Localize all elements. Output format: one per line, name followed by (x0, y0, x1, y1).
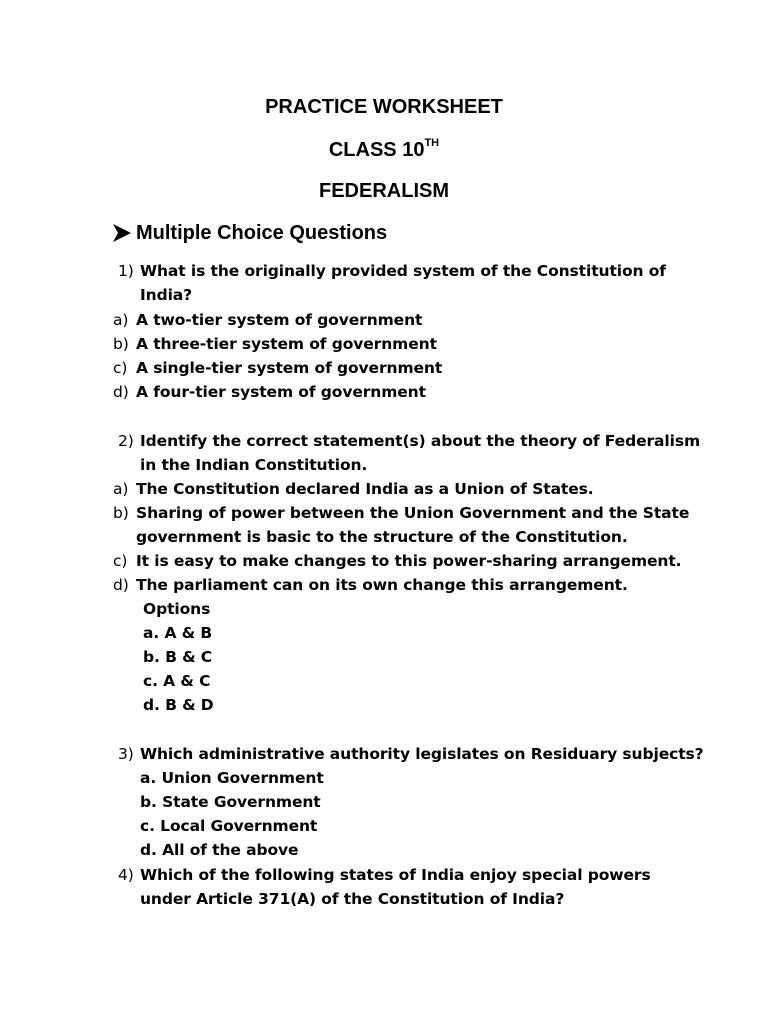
question-number: 1) (118, 262, 134, 280)
option-text: Sharing of power between the Union Government and the State (136, 504, 690, 522)
option-marker: a) (113, 480, 129, 498)
option-marker: b) (113, 504, 129, 522)
option-marker: c) (113, 359, 128, 377)
option-text: The parliament can on its own change this arrangement. (136, 576, 628, 594)
option-text: The Constitution declared India as a Union of States. (136, 480, 594, 498)
option-marker: a) (113, 311, 129, 329)
class-superscript: TH (424, 137, 440, 150)
question-text-line: in the Indian Constitution. (140, 456, 368, 474)
option-text-continued: government is basic to the structure of the Constitution. (136, 528, 628, 546)
arrow-bullet-icon (112, 223, 132, 243)
option-marker: d) (113, 383, 129, 401)
question-text-line: Identify the correct statement(s) about the theory of Federalism (140, 432, 700, 450)
question-number: 2) (118, 432, 134, 450)
options-label: Options (143, 600, 211, 618)
choice-item: c. Local Government (140, 817, 318, 835)
option-text: A single-tier system of government (136, 359, 443, 377)
option-text: A three-tier system of government (136, 335, 437, 353)
choice-item: d. All of the above (140, 841, 299, 859)
question-text-line: under Article 371(A) of the Constitution of India? (140, 890, 565, 908)
question-text-line: India? (140, 286, 193, 304)
choice-item: a. A & B (143, 624, 213, 642)
option-marker: b) (113, 335, 129, 353)
choice-item: b. B & C (143, 648, 213, 666)
option-marker: d) (113, 576, 129, 594)
choice-item: d. B & D (143, 696, 214, 714)
section-heading (112, 218, 387, 248)
option-text: A two-tier system of government (136, 311, 423, 329)
question-number: 3) (118, 745, 134, 763)
choice-item: b. State Government (140, 793, 321, 811)
class-label: CLASS 10 (328, 139, 425, 161)
option-text: A four-tier system of government (136, 383, 426, 401)
option-marker: c) (113, 552, 128, 570)
option-text: It is easy to make changes to this power-sharing arrangement. (136, 552, 682, 570)
choice-item: c. A & C (143, 672, 211, 690)
question-number: 4) (118, 866, 134, 884)
subject-heading: FEDERALISM (319, 180, 449, 202)
question-text-line: Which administrative authority legislates on Residuary subjects? (140, 745, 704, 763)
question-text-line: What is the originally provided system of the Constitution of (140, 262, 666, 280)
class-heading (0, 139, 768, 162)
section-title: Multiple Choice Questions (136, 221, 388, 244)
choice-item: a. Union Government (140, 769, 324, 787)
question-text-line: Which of the following states of India enjoy special powers (140, 866, 651, 884)
worksheet-title: PRACTICE WORKSHEET (265, 96, 503, 118)
